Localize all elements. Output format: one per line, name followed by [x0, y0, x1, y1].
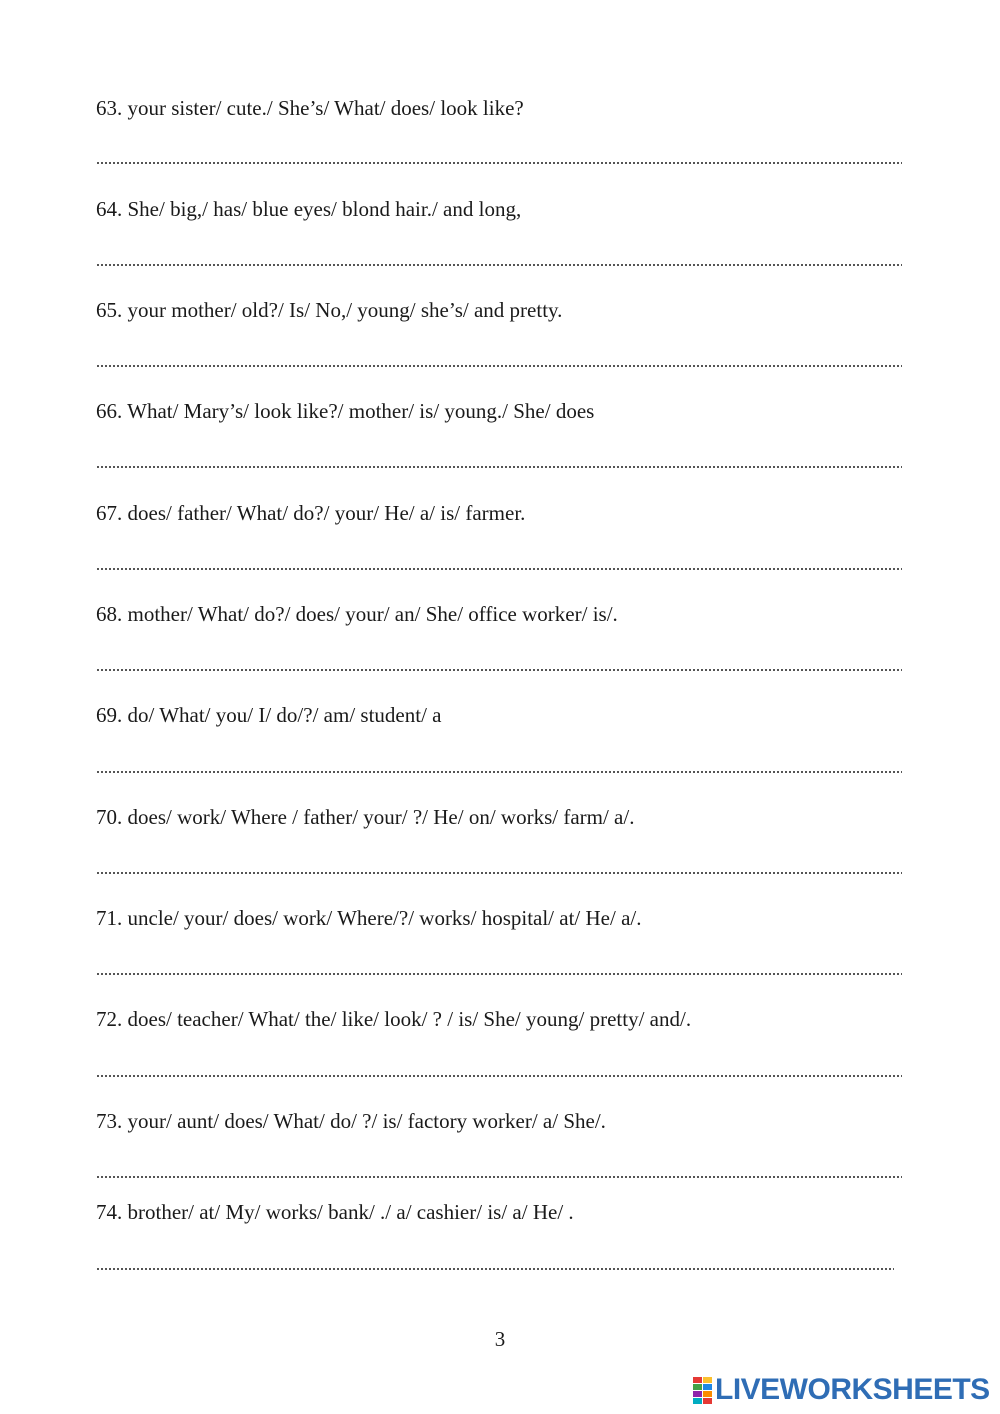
exercise-item	[96, 703, 902, 727]
question-text: 67. does/ father/ What/ do?/ your/ He/ a/ is/ farmer.	[96, 501, 526, 525]
answer-line[interactable]	[96, 365, 902, 367]
exercise-item	[96, 501, 902, 525]
question-text: 66. What/ Mary’s/ look like?/ mother/ is/ young./ She/ does	[96, 399, 595, 423]
exercise-item	[96, 602, 902, 626]
logo-icon-cell	[693, 1391, 702, 1397]
answer-line[interactable]	[96, 872, 902, 874]
answer-line[interactable]	[96, 162, 902, 164]
question-text: 73. your/ aunt/ does/ What/ do/ ?/ is/ factory worker/ a/ She/.	[96, 1109, 606, 1133]
exercise-item	[96, 906, 902, 930]
question-text: 71. uncle/ your/ does/ work/ Where/?/ works/ hospital/ at/ He/ a/.	[96, 906, 642, 930]
answer-line[interactable]	[96, 1075, 902, 1077]
question-text: 64. She/ big,/ has/ blue eyes/ blond hair./ and long,	[96, 197, 522, 221]
question-text: 65. your mother/ old?/ Is/ No,/ young/ she’s/ and pretty.	[96, 298, 563, 322]
logo-icon-cell	[693, 1384, 702, 1390]
exercise-item	[96, 1007, 902, 1031]
question-text: 70. does/ work/ Where / father/ your/ ?/ He/ on/ works/ farm/ a/.	[96, 805, 635, 829]
exercise-item	[96, 805, 902, 829]
answer-line[interactable]	[96, 1268, 894, 1270]
exercise-item	[96, 1200, 902, 1224]
question-text: 69. do/ What/ you/ I/ do/?/ am/ student/ a	[96, 703, 442, 727]
logo-icon-cell	[703, 1377, 712, 1383]
answer-line[interactable]	[96, 264, 902, 266]
answer-line[interactable]	[96, 669, 902, 671]
liveworksheets-logo[interactable]	[692, 1374, 990, 1406]
question-text: 72. does/ teacher/ What/ the/ like/ look/ ? / is/ She/ young/ pretty/ and/.	[96, 1007, 692, 1031]
answer-line[interactable]	[96, 466, 902, 468]
logo-icon-cell	[693, 1398, 702, 1404]
logo-icon-cell	[703, 1391, 712, 1397]
answer-line[interactable]	[96, 568, 902, 570]
question-text: 74. brother/ at/ My/ works/ bank/ ./ a/ cashier/ is/ a/ He/ .	[96, 1200, 574, 1224]
exercise-item	[96, 298, 902, 322]
answer-line[interactable]	[96, 973, 902, 975]
exercise-item	[96, 1109, 902, 1133]
question-text: 63. your sister/ cute./ She’s/ What/ does/ look like?	[96, 96, 524, 120]
exercise-item	[96, 399, 902, 423]
logo-icon-cell	[703, 1384, 712, 1390]
question-text: 68. mother/ What/ do?/ does/ your/ an/ She/ office worker/ is/.	[96, 602, 618, 626]
liveworksheets-logo-icon	[692, 1376, 712, 1404]
answer-line[interactable]	[96, 771, 902, 773]
exercise-item	[96, 197, 902, 221]
liveworksheets-logo-text: LIVEWORKSHEETS	[715, 1373, 990, 1406]
logo-icon-cell	[703, 1398, 712, 1404]
answer-line[interactable]	[96, 1176, 902, 1178]
exercise-item	[96, 96, 902, 120]
page-number: 3	[494, 1327, 506, 1351]
logo-icon-cell	[693, 1377, 702, 1383]
